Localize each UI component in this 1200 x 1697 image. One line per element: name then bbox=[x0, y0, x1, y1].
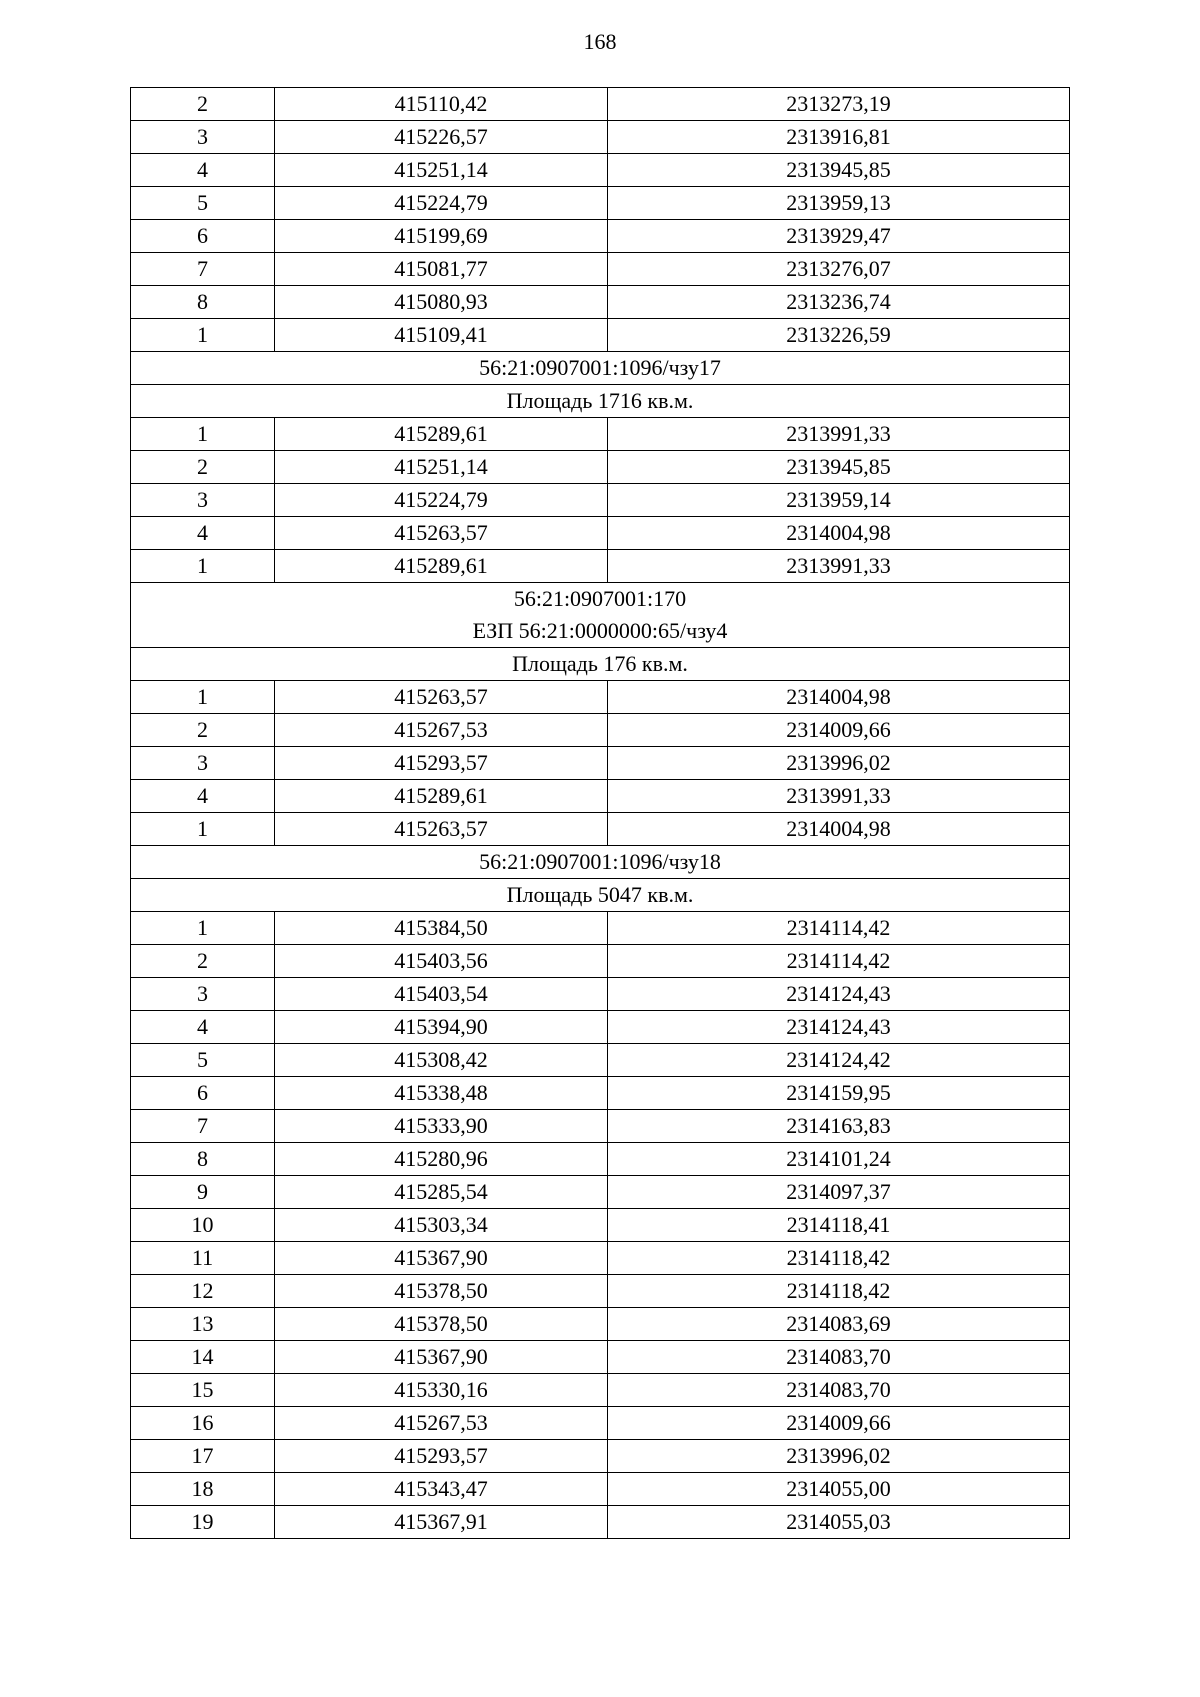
y-coordinate-cell: 2313226,59 bbox=[608, 319, 1070, 352]
x-coordinate-cell: 415378,50 bbox=[275, 1275, 608, 1308]
y-coordinate-cell: 2314009,66 bbox=[608, 714, 1070, 747]
point-number-cell: 1 bbox=[131, 550, 275, 583]
x-coordinate-cell: 415308,42 bbox=[275, 1044, 608, 1077]
parcel-area-cell: Площадь 5047 кв.м. bbox=[131, 879, 1070, 912]
table-row bbox=[131, 1341, 1070, 1374]
y-coordinate-cell: 2313991,33 bbox=[608, 550, 1070, 583]
x-coordinate-cell: 415280,96 bbox=[275, 1143, 608, 1176]
y-coordinate-cell: 2313945,85 bbox=[608, 451, 1070, 484]
x-coordinate-cell: 415378,50 bbox=[275, 1308, 608, 1341]
point-number-cell: 2 bbox=[131, 714, 275, 747]
x-coordinate-cell: 415394,90 bbox=[275, 1011, 608, 1044]
table-row bbox=[131, 714, 1070, 747]
point-number-cell: 13 bbox=[131, 1308, 275, 1341]
point-number-cell: 5 bbox=[131, 1044, 275, 1077]
y-coordinate-cell: 2314004,98 bbox=[608, 517, 1070, 550]
x-coordinate-cell: 415199,69 bbox=[275, 220, 608, 253]
x-coordinate-cell: 415224,79 bbox=[275, 187, 608, 220]
x-coordinate-cell: 415403,56 bbox=[275, 945, 608, 978]
y-coordinate-cell: 2313991,33 bbox=[608, 780, 1070, 813]
x-coordinate-cell: 415080,93 bbox=[275, 286, 608, 319]
y-coordinate-cell: 2314101,24 bbox=[608, 1143, 1070, 1176]
parcel-title-row bbox=[131, 583, 1070, 648]
x-coordinate-cell: 415303,34 bbox=[275, 1209, 608, 1242]
point-number-cell: 6 bbox=[131, 220, 275, 253]
x-coordinate-cell: 415224,79 bbox=[275, 484, 608, 517]
point-number-cell: 1 bbox=[131, 681, 275, 714]
table-row bbox=[131, 88, 1070, 121]
table-row bbox=[131, 121, 1070, 154]
table-row bbox=[131, 1275, 1070, 1308]
point-number-cell: 8 bbox=[131, 1143, 275, 1176]
x-coordinate-cell: 415343,47 bbox=[275, 1473, 608, 1506]
y-coordinate-cell: 2314124,43 bbox=[608, 978, 1070, 1011]
x-coordinate-cell: 415263,57 bbox=[275, 813, 608, 846]
x-coordinate-cell: 415251,14 bbox=[275, 451, 608, 484]
point-number-cell: 4 bbox=[131, 154, 275, 187]
y-coordinate-cell: 2314097,37 bbox=[608, 1176, 1070, 1209]
y-coordinate-cell: 2314009,66 bbox=[608, 1407, 1070, 1440]
y-coordinate-cell: 2314118,41 bbox=[608, 1209, 1070, 1242]
y-coordinate-cell: 2314055,00 bbox=[608, 1473, 1070, 1506]
x-coordinate-cell: 415267,53 bbox=[275, 714, 608, 747]
point-number-cell: 3 bbox=[131, 978, 275, 1011]
table-row bbox=[131, 912, 1070, 945]
table-row bbox=[131, 1374, 1070, 1407]
table-row bbox=[131, 978, 1070, 1011]
table-row bbox=[131, 780, 1070, 813]
table-row bbox=[131, 945, 1070, 978]
table-row bbox=[131, 1407, 1070, 1440]
table-row bbox=[131, 747, 1070, 780]
y-coordinate-cell: 2313236,74 bbox=[608, 286, 1070, 319]
y-coordinate-cell: 2314083,70 bbox=[608, 1374, 1070, 1407]
point-number-cell: 1 bbox=[131, 813, 275, 846]
table-row bbox=[131, 1143, 1070, 1176]
table-row bbox=[131, 813, 1070, 846]
point-number-cell: 2 bbox=[131, 451, 275, 484]
table-row bbox=[131, 1209, 1070, 1242]
table-row bbox=[131, 1473, 1070, 1506]
y-coordinate-cell: 2313945,85 bbox=[608, 154, 1070, 187]
point-number-cell: 5 bbox=[131, 187, 275, 220]
y-coordinate-cell: 2313959,14 bbox=[608, 484, 1070, 517]
y-coordinate-cell: 2314124,43 bbox=[608, 1011, 1070, 1044]
y-coordinate-cell: 2313996,02 bbox=[608, 1440, 1070, 1473]
point-number-cell: 3 bbox=[131, 121, 275, 154]
table-row bbox=[131, 1077, 1070, 1110]
y-coordinate-cell: 2314118,42 bbox=[608, 1242, 1070, 1275]
x-coordinate-cell: 415338,48 bbox=[275, 1077, 608, 1110]
point-number-cell: 1 bbox=[131, 418, 275, 451]
x-coordinate-cell: 415289,61 bbox=[275, 418, 608, 451]
table-row bbox=[131, 517, 1070, 550]
table-row bbox=[131, 1308, 1070, 1341]
parcel-area-cell: Площадь 176 кв.м. bbox=[131, 648, 1070, 681]
x-coordinate-cell: 415367,90 bbox=[275, 1242, 608, 1275]
point-number-cell: 4 bbox=[131, 780, 275, 813]
point-number-cell: 15 bbox=[131, 1374, 275, 1407]
x-coordinate-cell: 415403,54 bbox=[275, 978, 608, 1011]
x-coordinate-cell: 415367,90 bbox=[275, 1341, 608, 1374]
parcel-area-row bbox=[131, 385, 1070, 418]
point-number-cell: 3 bbox=[131, 747, 275, 780]
point-number-cell: 4 bbox=[131, 517, 275, 550]
parcel-title-cell bbox=[131, 352, 1070, 385]
table-row bbox=[131, 418, 1070, 451]
y-coordinate-cell: 2313991,33 bbox=[608, 418, 1070, 451]
x-coordinate-cell: 415285,54 bbox=[275, 1176, 608, 1209]
x-coordinate-cell: 415081,77 bbox=[275, 253, 608, 286]
y-coordinate-cell: 2314004,98 bbox=[608, 813, 1070, 846]
y-coordinate-cell: 2313916,81 bbox=[608, 121, 1070, 154]
point-number-cell: 14 bbox=[131, 1341, 275, 1374]
x-coordinate-cell: 415367,91 bbox=[275, 1506, 608, 1539]
point-number-cell: 1 bbox=[131, 319, 275, 352]
coordinates-table bbox=[130, 87, 1070, 1539]
point-number-cell: 4 bbox=[131, 1011, 275, 1044]
table-row bbox=[131, 1044, 1070, 1077]
table-row bbox=[131, 681, 1070, 714]
table-row bbox=[131, 220, 1070, 253]
x-coordinate-cell: 415289,61 bbox=[275, 550, 608, 583]
table-row bbox=[131, 253, 1070, 286]
x-coordinate-cell: 415251,14 bbox=[275, 154, 608, 187]
parcel-area-cell: Площадь 1716 кв.м. bbox=[131, 385, 1070, 418]
table-row bbox=[131, 451, 1070, 484]
x-coordinate-cell: 415226,57 bbox=[275, 121, 608, 154]
table-row bbox=[131, 550, 1070, 583]
x-coordinate-cell: 415110,42 bbox=[275, 88, 608, 121]
table-row bbox=[131, 187, 1070, 220]
parcel-title-line: 56:21:0907001:170 bbox=[513, 586, 687, 611]
table-row bbox=[131, 1110, 1070, 1143]
coordinates-table-body bbox=[131, 88, 1070, 1539]
y-coordinate-cell: 2314114,42 bbox=[608, 912, 1070, 945]
point-number-cell: 16 bbox=[131, 1407, 275, 1440]
parcel-title-line: 56:21:0907001:1096/чзу18 bbox=[479, 849, 721, 874]
table-row bbox=[131, 1011, 1070, 1044]
x-coordinate-cell: 415384,50 bbox=[275, 912, 608, 945]
table-row bbox=[131, 484, 1070, 517]
parcel-title-row bbox=[131, 352, 1070, 385]
parcel-area-row bbox=[131, 879, 1070, 912]
point-number-cell: 9 bbox=[131, 1176, 275, 1209]
y-coordinate-cell: 2314124,42 bbox=[608, 1044, 1070, 1077]
point-number-cell: 18 bbox=[131, 1473, 275, 1506]
point-number-cell: 2 bbox=[131, 88, 275, 121]
table-row bbox=[131, 286, 1070, 319]
parcel-area-row bbox=[131, 648, 1070, 681]
table-row bbox=[131, 1176, 1070, 1209]
y-coordinate-cell: 2314118,42 bbox=[608, 1275, 1070, 1308]
x-coordinate-cell: 415293,57 bbox=[275, 1440, 608, 1473]
table-row bbox=[131, 319, 1070, 352]
table-row bbox=[131, 1506, 1070, 1539]
point-number-cell: 6 bbox=[131, 1077, 275, 1110]
y-coordinate-cell: 2313929,47 bbox=[608, 220, 1070, 253]
parcel-title-cell bbox=[131, 583, 1070, 648]
y-coordinate-cell: 2313276,07 bbox=[608, 253, 1070, 286]
x-coordinate-cell: 415263,57 bbox=[275, 681, 608, 714]
y-coordinate-cell: 2313273,19 bbox=[608, 88, 1070, 121]
point-number-cell: 19 bbox=[131, 1506, 275, 1539]
table-row bbox=[131, 1242, 1070, 1275]
point-number-cell: 17 bbox=[131, 1440, 275, 1473]
point-number-cell: 1 bbox=[131, 912, 275, 945]
parcel-title-cell bbox=[131, 846, 1070, 879]
x-coordinate-cell: 415109,41 bbox=[275, 319, 608, 352]
y-coordinate-cell: 2314114,42 bbox=[608, 945, 1070, 978]
x-coordinate-cell: 415330,16 bbox=[275, 1374, 608, 1407]
point-number-cell: 2 bbox=[131, 945, 275, 978]
point-number-cell: 3 bbox=[131, 484, 275, 517]
y-coordinate-cell: 2313959,13 bbox=[608, 187, 1070, 220]
y-coordinate-cell: 2314083,69 bbox=[608, 1308, 1070, 1341]
table-row bbox=[131, 154, 1070, 187]
x-coordinate-cell: 415293,57 bbox=[275, 747, 608, 780]
table-row bbox=[131, 1440, 1070, 1473]
point-number-cell: 7 bbox=[131, 253, 275, 286]
x-coordinate-cell: 415333,90 bbox=[275, 1110, 608, 1143]
y-coordinate-cell: 2314083,70 bbox=[608, 1341, 1070, 1374]
x-coordinate-cell: 415289,61 bbox=[275, 780, 608, 813]
y-coordinate-cell: 2313996,02 bbox=[608, 747, 1070, 780]
point-number-cell: 10 bbox=[131, 1209, 275, 1242]
point-number-cell: 12 bbox=[131, 1275, 275, 1308]
y-coordinate-cell: 2314004,98 bbox=[608, 681, 1070, 714]
y-coordinate-cell: 2314159,95 bbox=[608, 1077, 1070, 1110]
parcel-title-line: ЕЗП 56:21:0000000:65/чзу4 bbox=[472, 618, 728, 643]
y-coordinate-cell: 2314055,03 bbox=[608, 1506, 1070, 1539]
point-number-cell: 11 bbox=[131, 1242, 275, 1275]
point-number-cell: 8 bbox=[131, 286, 275, 319]
x-coordinate-cell: 415267,53 bbox=[275, 1407, 608, 1440]
page-number: 168 bbox=[583, 29, 617, 54]
y-coordinate-cell: 2314163,83 bbox=[608, 1110, 1070, 1143]
parcel-title-line: 56:21:0907001:1096/чзу17 bbox=[479, 355, 721, 380]
x-coordinate-cell: 415263,57 bbox=[275, 517, 608, 550]
point-number-cell: 7 bbox=[131, 1110, 275, 1143]
parcel-title-row bbox=[131, 846, 1070, 879]
